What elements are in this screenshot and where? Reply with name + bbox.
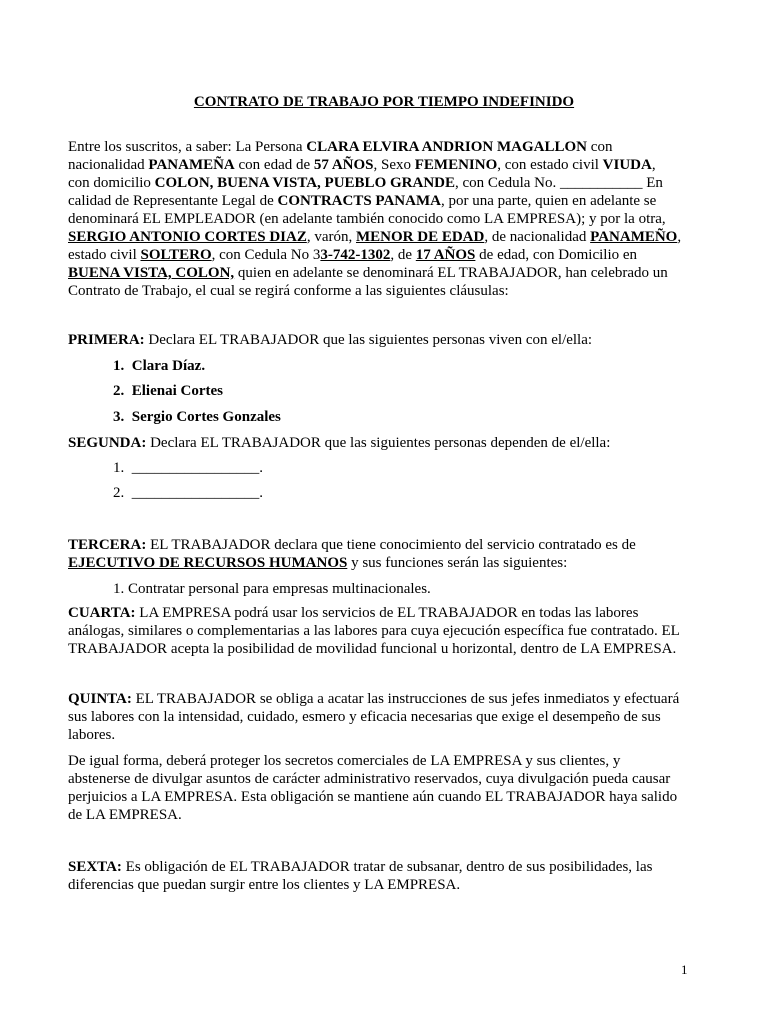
job-title: EJECUTIVO DE RECURSOS HUMANOS <box>68 555 348 571</box>
clause-primera: PRIMERA: Declara EL TRABAJADOR que las siguientes personas viven con el/ella: <box>68 332 593 348</box>
intro-line-8: BUENA VISTA, COLON, quien en adelante se denominará EL TRABAJADOR, han celebrado un <box>68 265 668 281</box>
tercera-item-1: 1. Contratar personal para empresas multinacionales. <box>113 581 431 597</box>
intro-line-5: denominará EL EMPLEADOR (en adelante también conocido como LA EMPRESA); y por la otra, <box>68 211 666 227</box>
primera-item-3: 3. Sergio Cortes Gonzales <box>113 409 281 425</box>
intro-line-3: con domicilio COLON, BUENA VISTA, PUEBLO GRANDE, con Cedula No. ___________ En <box>68 175 663 191</box>
intro-line-9: Contrato de Trabajo, el cual se regirá conforme a las siguientes cláusulas: <box>68 283 509 299</box>
worker-name: SERGIO ANTONIO CORTES DIAZ <box>68 229 307 245</box>
segunda-item-1: 1. _________________. <box>113 460 263 476</box>
page-number: 1 <box>681 962 688 977</box>
segunda-item-2: 2. _________________. <box>113 485 263 501</box>
clause-tercera: TERCERA: EL TRABAJADOR declara que tiene conocimiento del servicio contratado es de EJECUTIVO DE RECURSOS HUMANOS y sus funciones serán las siguientes: <box>68 537 636 571</box>
intro-line-1: Entre los suscritos, a saber: La Persona CLARA ELVIRA ANDRION MAGALLON con <box>68 139 613 155</box>
intro-line-2: nacionalidad PANAMEÑA con edad de 57 AÑOS, Sexo FEMENINO, con estado civil VIUDA, <box>68 157 656 173</box>
clause-quinta: QUINTA: EL TRABAJADOR se obliga a acatar las instrucciones de sus jefes inmediatos y efectuará sus labores con la intensidad, cuidado, esmero y eficacia necesarias que exige el desempeño de sus labores. <box>68 691 680 743</box>
primera-item-2: 2. Elienai Cortes <box>113 383 223 399</box>
employer-name: CLARA ELVIRA ANDRION MAGALLON <box>306 139 588 155</box>
contract-title: CONTRATO DE TRABAJO POR TIEMPO INDEFINIDO <box>193 94 575 110</box>
clause-quinta-paragraph-2: De igual forma, deberá proteger los secretos comerciales de LA EMPRESA y sus clientes, y abstenerse de divulgar asuntos de carácter administrativo reservados, cuya divulgación pueda causar perjuicios a LA EMPRESA. Esta obligación se mantiene aún cuando EL TRABAJADOR haya salido de LA EMPRESA. <box>68 753 678 823</box>
intro-paragraph <box>68 138 681 300</box>
intro-line-6: SERGIO ANTONIO CORTES DIAZ, varón, MENOR DE EDAD, de nacionalidad PANAMEÑO, <box>68 229 682 245</box>
clause-sexta: SEXTA: Es obligación de EL TRABAJADOR tratar de subsanar, dentro de sus posibilidades, las diferencias que puedan surgir entre los clientes y LA EMPRESA. <box>68 859 653 893</box>
clause-cuarta: CUARTA: LA EMPRESA podrá usar los servicios de EL TRABAJADOR en todas las labores análogas, similares o complementarias a las labores para cuya ejecución específica fue contratado. EL TRABAJADOR acepta la posibilidad de movilidad funcional u horizontal, dentro de LA EMPRESA. <box>68 605 680 657</box>
primera-item-1: 1. Clara Díaz. <box>113 358 206 374</box>
intro-line-4: calidad de Representante Legal de CONTRACTS PANAMA, por una parte, quien en adelante se <box>68 193 657 209</box>
clause-segunda: SEGUNDA: Declara EL TRABAJADOR que las siguientes personas dependen de el/ella: <box>68 435 611 451</box>
intro-line-7: estado civil SOLTERO, con Cedula No 33-742-1302, de 17 AÑOS de edad, con Domicilio en <box>68 247 638 263</box>
